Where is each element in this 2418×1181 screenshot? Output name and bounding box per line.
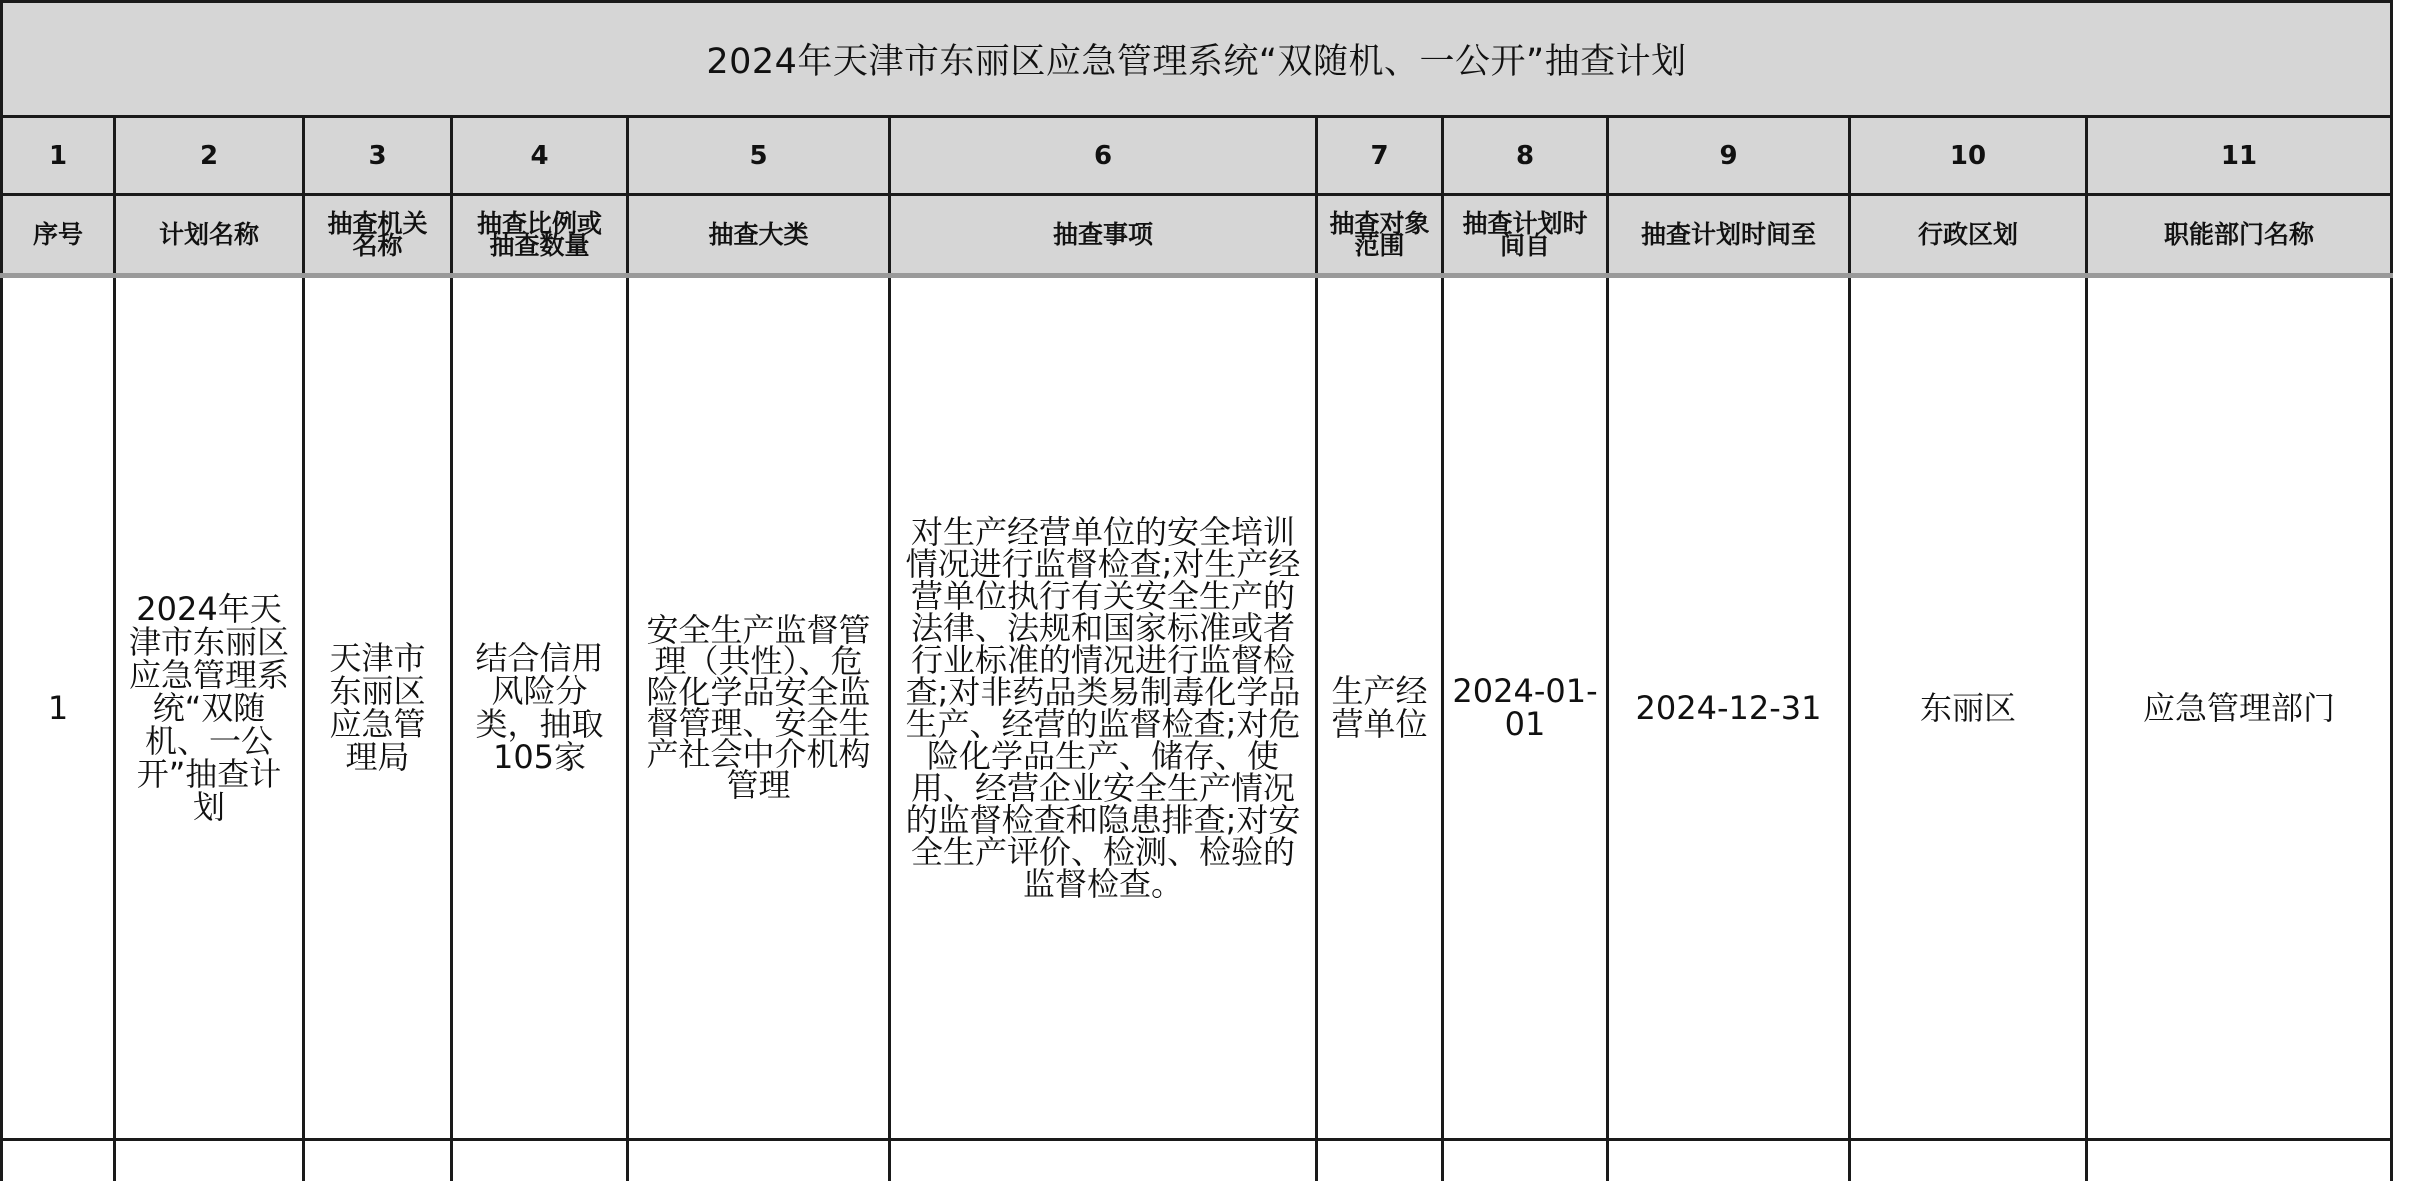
empty-cell[interactable] — [1443, 1140, 1608, 1181]
header-district[interactable]: 行政区划 — [1850, 195, 2087, 276]
cell-time-from[interactable]: 2024-01-01 — [1443, 276, 1608, 1140]
cell-department[interactable]: 应急管理部门 — [2087, 276, 2392, 1140]
column-number-cell[interactable]: 9 — [1608, 117, 1850, 195]
empty-cell[interactable] — [628, 1140, 890, 1181]
cell-plan-name[interactable]: 2024年天津市东丽区应急管理系统“双随机、一公开”抽查计划 — [115, 276, 304, 1140]
column-number-cell[interactable]: 4 — [452, 117, 628, 195]
header-index[interactable]: 序号 — [2, 195, 115, 276]
empty-cell[interactable] — [890, 1140, 1317, 1181]
empty-cell[interactable] — [115, 1140, 304, 1181]
column-number-cell[interactable]: 11 — [2087, 117, 2392, 195]
cell-agency[interactable]: 天津市东丽区应急管理局 — [304, 276, 452, 1140]
cell-scope[interactable]: 生产经营单位 — [1317, 276, 1443, 1140]
table-title[interactable]: 2024年天津市东丽区应急管理系统“双随机、一公开”抽查计划 — [2, 2, 2392, 117]
empty-cell[interactable] — [2087, 1140, 2392, 1181]
column-number-cell[interactable]: 7 — [1317, 117, 1443, 195]
empty-cell[interactable] — [1850, 1140, 2087, 1181]
cell-ratio[interactable]: 结合信用风险分类，抽取105家 — [452, 276, 628, 1140]
column-number-cell[interactable]: 6 — [890, 117, 1317, 195]
empty-cell[interactable] — [1317, 1140, 1443, 1181]
header-plan-name[interactable]: 计划名称 — [115, 195, 304, 276]
header-category[interactable]: 抽查大类 — [628, 195, 890, 276]
header-department[interactable]: 职能部门名称 — [2087, 195, 2392, 276]
header-time-to[interactable]: 抽查计划时间至 — [1608, 195, 1850, 276]
column-number-cell[interactable]: 3 — [304, 117, 452, 195]
title-row — [2, 2, 2392, 117]
column-number-cell[interactable]: 5 — [628, 117, 890, 195]
cell-index[interactable]: 1 — [2, 276, 115, 1140]
cell-time-to[interactable]: 2024-12-31 — [1608, 276, 1850, 1140]
column-number-cell[interactable]: 2 — [115, 117, 304, 195]
empty-cell[interactable] — [304, 1140, 452, 1181]
header-time-from[interactable]: 抽查计划时间自 — [1443, 195, 1608, 276]
cell-items[interactable]: 对生产经营单位的安全培训情况进行监督检查;对生产经营单位执行有关安全生产的法律、法规和国家标准或者行业标准的情况进行监督检查;对非药品类易制毒化学品生产、经营的监督检查;对危险化学品生产、储存、使用、经营企业安全生产情况的监督检查和隐患排查;对安全生产评价、检测、检验的监督检查。 — [890, 276, 1317, 1140]
column-number-cell[interactable]: 1 — [2, 117, 115, 195]
cell-category[interactable]: 安全生产监督管理（共性）、危险化学品安全监督管理、安全生产社会中介机构管理 — [628, 276, 890, 1140]
empty-cell[interactable] — [1608, 1140, 1850, 1181]
empty-cell[interactable] — [452, 1140, 628, 1181]
table-row — [2, 276, 2392, 1140]
table-row — [2, 1140, 2392, 1181]
empty-cell[interactable] — [2, 1140, 115, 1181]
header-ratio[interactable]: 抽查比例或抽查数量 — [452, 195, 628, 276]
cell-district[interactable]: 东丽区 — [1850, 276, 2087, 1140]
header-row — [2, 195, 2392, 276]
header-scope[interactable]: 抽查对象范围 — [1317, 195, 1443, 276]
header-agency[interactable]: 抽查机关名称 — [304, 195, 452, 276]
column-number-cell[interactable]: 8 — [1443, 117, 1608, 195]
column-number-row — [2, 117, 2392, 195]
column-number-cell[interactable]: 10 — [1850, 117, 2087, 195]
header-items[interactable]: 抽查事项 — [890, 195, 1317, 276]
